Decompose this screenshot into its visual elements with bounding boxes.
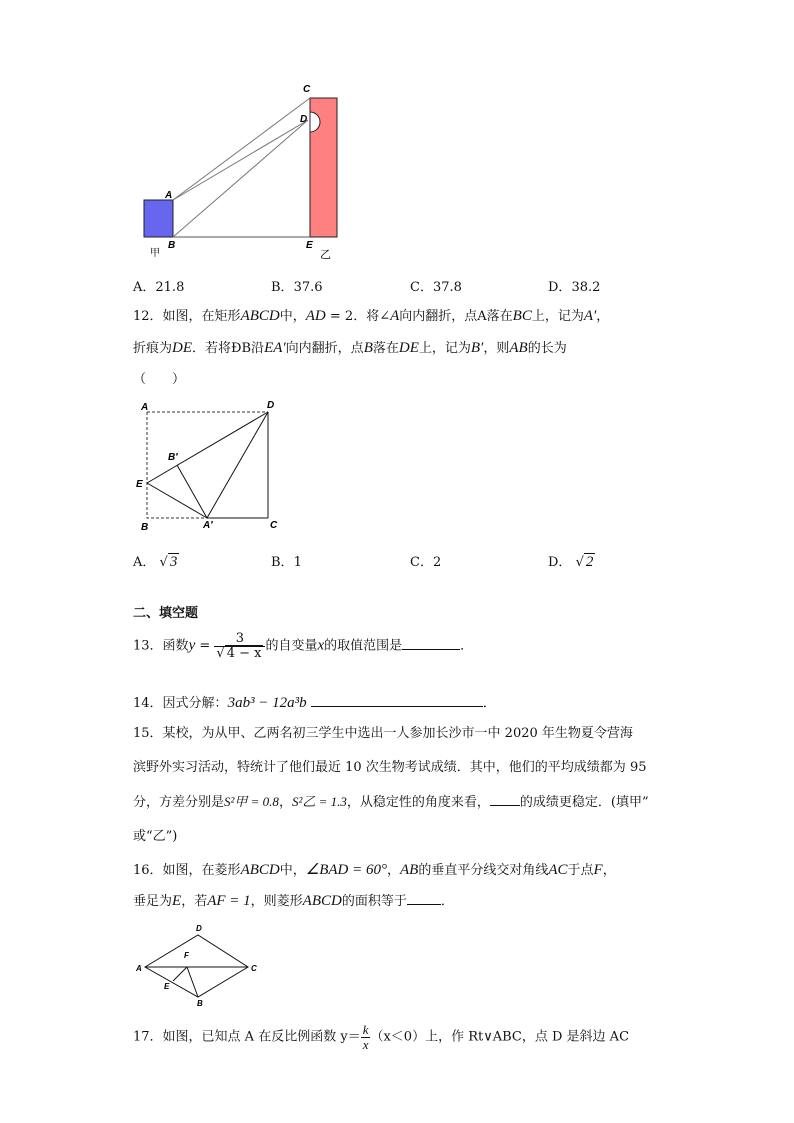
q12-line-ed: [147, 412, 268, 483]
q17-fraction: $\frac{k}{x}$: [362, 1022, 369, 1052]
q16-label-b: B: [197, 999, 203, 1008]
q11-line-bd: [173, 120, 308, 237]
q11-label-yi: 乙: [320, 249, 331, 261]
q12-paren: （ ）: [133, 372, 186, 387]
q11-line-ad: [173, 120, 308, 200]
q11-line-ac: [173, 98, 310, 200]
q12-line2: 折痕为DE．若将ÐB沿EA′向内翻折，点B落在DE上，记为B′，则AB的长为: [133, 340, 567, 356]
q12-line-ea: [147, 483, 207, 518]
q16-label-c: C: [251, 964, 257, 973]
q12-label-ap: A′: [203, 520, 213, 531]
q11-label-d: D: [300, 114, 308, 125]
q17-line: 17．如图，已知点 A 在反比例函数 y＝ $\frac{k}{x}$ （x＜0）上，作 Rt∨ABC，点 D 是斜边 AC: [133, 1022, 630, 1052]
q16-label-a: A: [136, 964, 142, 973]
q11-option-d: D．38.2: [548, 280, 601, 295]
q13-answer-blank[interactable]: [402, 649, 460, 650]
q15-answer-blank[interactable]: [490, 805, 520, 806]
q16-label-d: D: [196, 924, 202, 933]
q16-line-fb: [187, 967, 198, 997]
q11-option-c: C．37.8: [410, 280, 462, 295]
q11-label-jia: 甲: [150, 248, 160, 259]
q11-figure: [130, 78, 360, 263]
q11-label-e: E: [306, 240, 313, 251]
q11-label-c: C: [303, 84, 311, 95]
q16-line1: 16．如图，在菱形ABCD中，∠BAD = 60°，AB的垂直平分线交对角线AC于点F，: [133, 862, 616, 878]
q12-line-bpa: [177, 465, 207, 518]
q11-option-b: B．37.6: [271, 280, 323, 295]
q12-label-bp: B′: [168, 452, 178, 463]
q16-line2: 垂足为E，若AF = 1，则菱形ABCD的面积等于 ．: [133, 893, 454, 909]
q15-line1: 15．某校，为从甲、乙两名初三学生中选出一人参加长沙市一中 2020 年生物夏令营海: [133, 726, 633, 741]
q12-label-e: E: [136, 479, 143, 490]
q11-label-a: A: [165, 190, 173, 201]
q13-fraction: $\frac{3}{√ 4 - x}$: [214, 632, 265, 660]
q16-line-ef: [173, 967, 187, 981]
q14-line: 14．因式分解：3ab³ − 12a³b ．: [133, 695, 496, 711]
q15-line2: 滨野外实习活动，特统计了他们最近 10 次生物考试成绩．其中，他们的平均成绩都为 95: [133, 760, 647, 775]
q16-rhombus: [145, 935, 248, 997]
q12-option-a: A． √ 3: [133, 554, 178, 570]
q12-figure: [135, 396, 295, 536]
section-title-fill-blank: 二、填空题: [133, 606, 199, 621]
q12-option-d: D． √ 2: [548, 554, 594, 570]
q12-label-c: C: [270, 520, 278, 531]
q14-answer-blank[interactable]: [311, 706, 483, 707]
q12-option-b: B．1: [271, 555, 302, 570]
q13-line: 13．函数y = $\frac{3}{√ 4 - x}$ 的自变量x的取值范围是 ．: [133, 631, 474, 661]
q16-label-f: F: [184, 951, 189, 960]
q16-figure: [135, 922, 270, 1008]
q12-line1: 12．如图，在矩形ABCD中，AD = 2．将∠A向内翻折，点A落在BC上，记为A′，: [133, 308, 610, 324]
q11-blue-square: [144, 200, 173, 237]
q15-line4: 或“乙”): [133, 829, 178, 844]
q16-answer-blank[interactable]: [407, 904, 441, 905]
q15-line3: 分，方差分别是S²甲 = 0.8，S²乙 = 1.3，从稳定性的角度来看， 的成绩更稳定．(填甲”: [133, 794, 649, 810]
q11-option-a: A．21.8: [133, 280, 185, 295]
q12-line-da: [207, 412, 268, 518]
q12-label-b: B: [141, 522, 149, 533]
q12-option-c: C．2: [410, 555, 442, 570]
q16-label-e: E: [164, 982, 170, 991]
q11-label-b: B: [168, 240, 176, 251]
q12-label-d: D: [267, 400, 275, 411]
q12-label-a: A: [141, 402, 149, 413]
